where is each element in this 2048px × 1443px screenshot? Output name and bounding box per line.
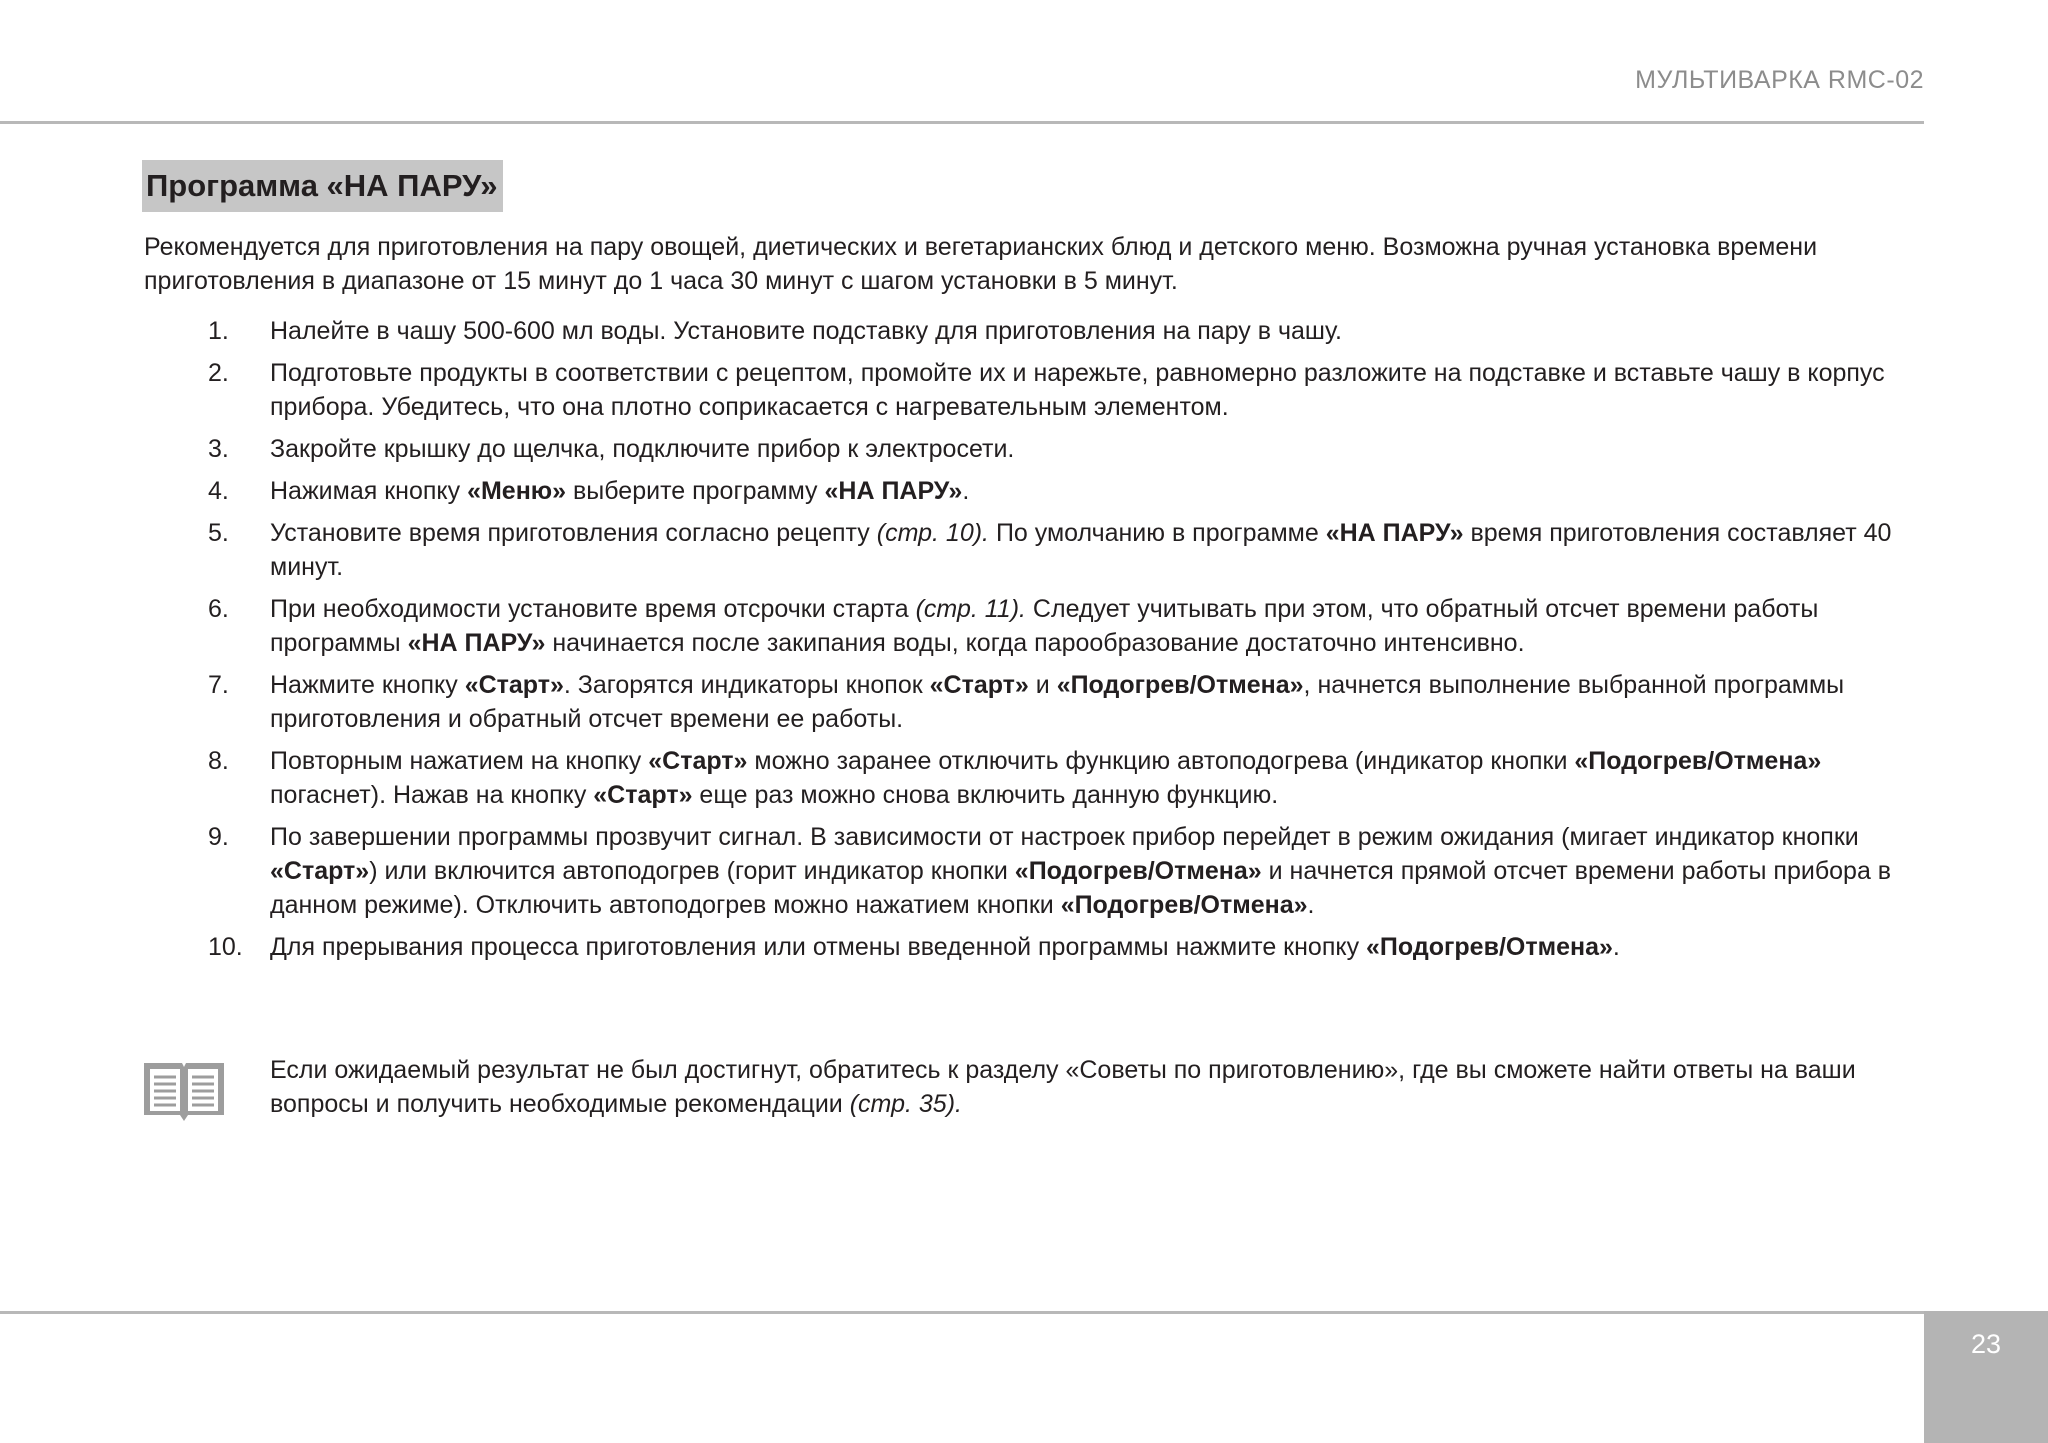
header-divider (0, 121, 1924, 124)
steps-list (208, 314, 1918, 972)
step-item (208, 314, 1918, 348)
page-reference: (стр. 35). (849, 1090, 962, 1118)
step-item (208, 432, 1918, 466)
running-header: МУЛЬТИВАРКА RMC-02 (1635, 66, 1924, 94)
text-run: можно заранее отключить функцию автоподогрева (индикатор кнопки (747, 747, 1575, 775)
text-run: . (1612, 933, 1620, 961)
section-title: Программа «НА ПАРУ» (142, 160, 503, 212)
bold-text: «Подогрев/Отмена» (1574, 747, 1822, 775)
text-run: Нажмите кнопку (270, 671, 465, 699)
footer-divider (0, 1311, 1924, 1314)
bold-text: «Подогрев/Отмена» (1060, 891, 1308, 919)
step-number: 6. (208, 595, 229, 623)
text-run: По умолчанию в программе (989, 519, 1326, 547)
bold-text: «Меню» (467, 477, 567, 505)
step-number: 4. (208, 477, 229, 505)
step-number: 7. (208, 671, 229, 699)
text-run: По завершении программы прозвучит сигнал. В зависимости от настроек прибор перейдет в режим ожидания (мигает индикатор кнопки (270, 823, 1859, 851)
step-item (208, 820, 1918, 922)
text-run: . Загорятся индикаторы кнопок (563, 671, 930, 699)
step-number: 3. (208, 435, 229, 463)
tip-note-text (270, 1053, 1920, 1121)
text-run: ) или включится автоподогрев (горит индикатор кнопки (369, 857, 1015, 885)
text-run: При необходимости установите время отсрочки старта (270, 595, 916, 623)
text-run: и начнется прямой отсчет времени работы прибора в данном режиме). Отключить автоподогрев можно нажатием кнопки (270, 857, 1892, 919)
page-reference: (стр. 11). (915, 595, 1026, 623)
step-number: 9. (208, 823, 229, 851)
page-reference: (стр. 10). (876, 519, 989, 547)
text-run: Следует учитывать при этом, что обратный отсчет времени работы программы (270, 595, 1819, 657)
bold-text: «Старт» (593, 781, 693, 809)
page-number: 23 (1970, 1329, 2002, 1359)
bold-text: «Подогрев/Отмена» (1056, 671, 1304, 699)
step-item (208, 356, 1918, 424)
text-run: погаснет). Нажав на кнопку (270, 781, 594, 809)
text-run: Повторным нажатием на кнопку (270, 747, 649, 775)
bold-text: «Старт» (270, 857, 370, 885)
text-run: Нажимая кнопку (270, 477, 468, 505)
bold-text: «Старт» (648, 747, 748, 775)
text-run: Для прерывания процесса приготовления или отмены введенной программы нажмите кнопку (270, 933, 1367, 961)
text-run: еще раз можно снова включить данную функцию. (692, 781, 1279, 809)
step-number: 2. (208, 359, 229, 387)
step-number: 5. (208, 519, 229, 547)
book-icon (142, 1059, 226, 1123)
text-run: выберите программу (566, 477, 825, 505)
bold-text: «Подогрев/Отмена» (1366, 933, 1613, 961)
bold-text: «Подогрев/Отмена» (1014, 857, 1262, 885)
section-intro: Рекомендуется для приготовления на пару овощей, диетических и вегетарианских блюд и детского меню. Возможна ручная установка времени приготовления в диапазоне от 15 минут до 1 часа 30 минут с шагом установки в 5 минут. (144, 233, 1818, 295)
step-item (208, 592, 1918, 660)
step-item (208, 930, 1918, 964)
page-number-box (1924, 1311, 2048, 1443)
step-item (208, 744, 1918, 812)
step-item (208, 668, 1918, 736)
text-run: начинается после закипания воды, когда парообразование достаточно интенсивно. (545, 629, 1525, 657)
bold-text: «НА ПАРУ» (1325, 519, 1464, 547)
step-number: 10. (208, 933, 243, 961)
text-run: время приготовления составляет 40 минут. (270, 519, 1892, 581)
text-run: Закройте крышку до щелчка, подключите прибор к электросети. (270, 435, 1015, 463)
text-run: Если ожидаемый результат не был достигнут, обратитесь к разделу «Советы по приготовлению», где вы сможете найти ответы на ваши вопросы и получить необходимые рекомендации (270, 1056, 1856, 1118)
text-run: Подготовьте продукты в соответствии с рецептом, промойте их и нарежьте, равномерно разложите на подставке и вставьте чашу в корпус прибора. Убедитесь, что она плотно соприкасается с нагревательным элементом. (270, 359, 1885, 421)
bold-text: «НА ПАРУ» (824, 477, 963, 505)
step-item (208, 474, 1918, 508)
step-item (208, 516, 1918, 584)
text-run: . (1307, 891, 1315, 919)
text-run: и (1028, 671, 1057, 699)
text-run: , начнется выполнение выбранной программы приготовления и обратный отсчет времени ее работы. (270, 671, 1845, 733)
bold-text: «НА ПАРУ» (407, 629, 546, 657)
bold-text: «Старт» (464, 671, 564, 699)
step-number: 1. (208, 317, 229, 345)
bold-text: «Старт» (929, 671, 1029, 699)
text-run: Налейте в чашу 500-600 мл воды. Установите подставку для приготовления на пару в чашу. (270, 317, 1342, 345)
text-run: Установите время приготовления согласно рецепту (270, 519, 877, 547)
step-number: 8. (208, 747, 229, 775)
text-run: . (962, 477, 970, 505)
